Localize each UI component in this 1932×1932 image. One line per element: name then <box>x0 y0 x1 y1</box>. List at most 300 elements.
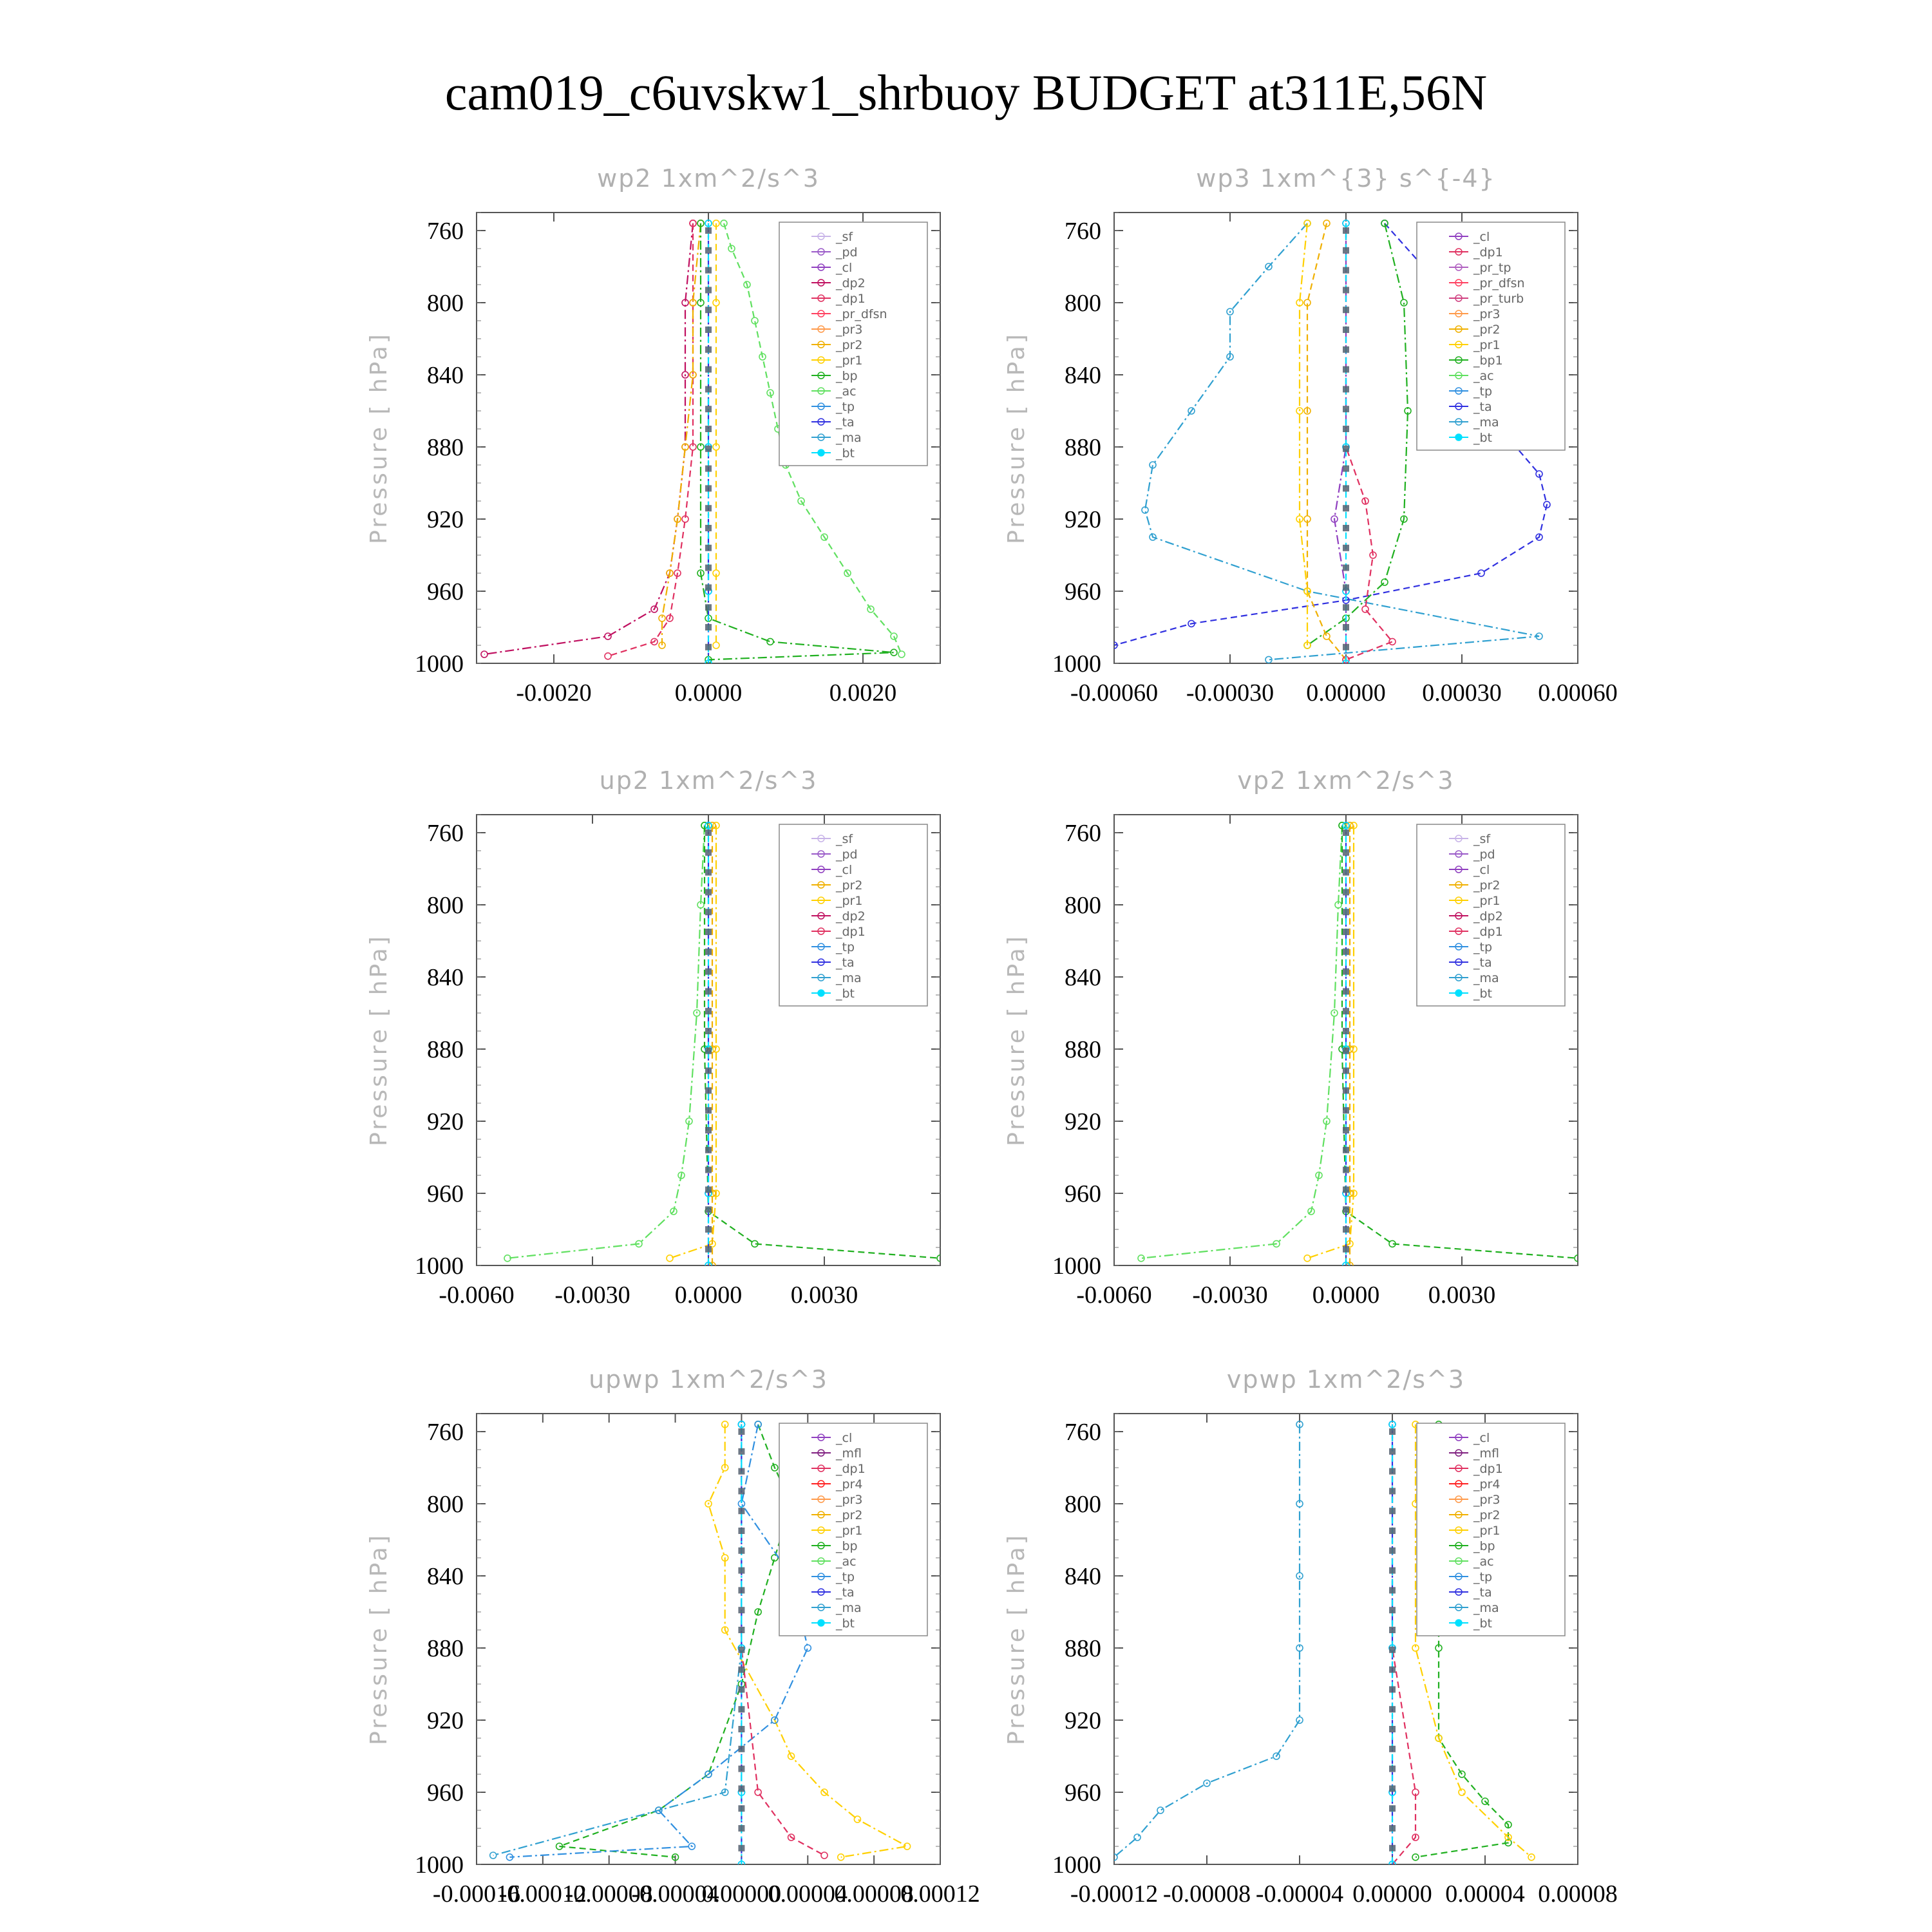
legend-label: _pr3 <box>1473 307 1501 321</box>
zero-line-marker <box>1389 1448 1396 1455</box>
zero-line-marker <box>1343 287 1349 293</box>
legend-label: _dp2 <box>1473 909 1503 923</box>
zero-line-marker <box>1389 1627 1396 1633</box>
zero-line-marker <box>1343 1147 1349 1153</box>
legend-label: _ma <box>1473 971 1499 985</box>
x-tick-label: -0.00012 <box>498 1880 587 1908</box>
zero-line-marker <box>1343 604 1349 611</box>
y-tick-label: 1000 <box>415 650 464 677</box>
zero-line-marker <box>1343 227 1349 234</box>
panel-vp2 <box>1003 766 1581 1309</box>
zero-line-marker <box>738 1587 744 1593</box>
y-tick-label: 880 <box>1065 434 1101 461</box>
zero-line-marker <box>1343 386 1349 392</box>
zero-line-marker <box>1343 969 1349 975</box>
zero-line-marker <box>705 1048 712 1054</box>
zero-line-marker <box>705 346 712 353</box>
x-tick-label: 0.00000 <box>1352 1880 1432 1908</box>
legend-label: _cl <box>1473 230 1490 244</box>
data-point-pr2 <box>1323 633 1330 639</box>
x-tick-label: 0.00004 <box>768 1880 848 1908</box>
panel-wp3 <box>1003 164 1618 706</box>
zero-line-marker <box>1343 446 1349 452</box>
zero-line-marker <box>1389 1488 1396 1494</box>
zero-line-marker <box>738 1428 744 1435</box>
zero-line-marker <box>1389 1508 1396 1514</box>
zero-line-marker <box>705 386 712 392</box>
legend-label: _pr_turb <box>1473 292 1524 306</box>
x-tick-label: 0.00004 <box>1445 1880 1525 1908</box>
x-tick-label: -0.00004 <box>631 1880 719 1908</box>
zero-line-marker <box>705 307 712 313</box>
legend-label: _pd <box>836 848 858 862</box>
zero-line-marker <box>738 1607 744 1613</box>
data-point-tp <box>804 1645 811 1651</box>
data-point-ac <box>898 651 905 658</box>
data-point-pr1 <box>1304 1255 1311 1262</box>
legend-label: _pr1 <box>1473 894 1501 908</box>
legend <box>1417 824 1565 1006</box>
y-tick-label: 800 <box>1065 290 1101 317</box>
legend-label: _pr_dfsn <box>1473 276 1525 290</box>
legend-label: _pr1 <box>1473 1524 1501 1538</box>
series-line-tp <box>509 1425 808 1857</box>
zero-line-marker <box>738 1706 744 1712</box>
y-tick-label: 880 <box>1065 1036 1101 1063</box>
data-point-pr1 <box>713 642 719 649</box>
data-point-tp <box>1134 1834 1141 1841</box>
legend-marker <box>1455 434 1462 440</box>
zero-line-marker <box>1343 1226 1349 1233</box>
zero-line-marker <box>1343 584 1349 591</box>
zero-line-marker <box>1343 1028 1349 1034</box>
zero-line-marker <box>1343 849 1349 856</box>
panel-title: vp2 1xm^2/s^3 <box>1237 766 1455 795</box>
zero-line-marker <box>1343 466 1349 472</box>
y-tick-label: 960 <box>1065 1180 1101 1208</box>
zero-line-marker <box>705 624 712 630</box>
series-line-tp <box>1114 1425 1300 1857</box>
legend-label: _ta <box>1473 400 1492 414</box>
zero-line-marker <box>1389 1706 1396 1712</box>
y-tick-label: 1000 <box>415 1253 464 1280</box>
legend-label: _dp1 <box>836 1462 866 1476</box>
legend-label: _pr2 <box>1473 878 1501 893</box>
y-tick-label: 960 <box>1065 1779 1101 1806</box>
legend-label: _pr2 <box>1473 323 1501 337</box>
zero-line-marker <box>738 1647 744 1653</box>
y-tick-label: 920 <box>1065 1108 1101 1135</box>
zero-line-marker <box>1343 1068 1349 1074</box>
zero-line-marker <box>705 1068 712 1074</box>
x-tick-label: -0.0060 <box>439 1282 515 1309</box>
zero-line-marker <box>1343 565 1349 571</box>
data-point-bp <box>767 638 773 645</box>
legend-marker <box>818 990 824 996</box>
zero-line-marker <box>705 227 712 234</box>
legend-label: _pr3 <box>836 323 863 337</box>
zero-line-marker <box>1389 1805 1396 1812</box>
legend-label: _ma <box>1473 1601 1499 1615</box>
legend-label: _tp <box>836 940 855 954</box>
zero-line-marker <box>705 969 712 975</box>
legend-label: _pr2 <box>836 338 863 352</box>
zero-line-marker <box>1343 1167 1349 1173</box>
zero-line-marker <box>1343 366 1349 373</box>
zero-line-marker <box>1343 346 1349 353</box>
y-tick-label: 840 <box>427 1563 464 1590</box>
legend-label: _ta <box>836 956 855 970</box>
zero-line-marker <box>1343 889 1349 895</box>
zero-line-marker <box>1389 1528 1396 1534</box>
x-tick-label: -0.00060 <box>1070 679 1159 706</box>
y-tick-label: 760 <box>1065 1419 1101 1446</box>
zero-line-marker <box>1343 1206 1349 1213</box>
y-axis-label: Pressure [ hPa] <box>366 1533 392 1745</box>
legend-label: _ma <box>836 431 862 445</box>
zero-line-marker <box>705 584 712 591</box>
zero-line-marker <box>1343 505 1349 511</box>
zero-line-marker <box>705 1167 712 1173</box>
zero-line-marker <box>705 247 712 254</box>
zero-line-marker <box>738 1785 744 1792</box>
y-tick-label: 1000 <box>1052 1253 1101 1280</box>
legend-label: _dp2 <box>836 276 866 290</box>
legend-label: _ac <box>1473 369 1494 383</box>
figure-title: cam019_c6uvskw1_shrbuoy BUDGET at311E,56N <box>444 64 1488 120</box>
legend-label: _ac <box>1473 1555 1494 1569</box>
zero-line-marker <box>705 446 712 452</box>
zero-line-marker <box>738 1468 744 1475</box>
zero-line-marker <box>705 406 712 412</box>
zero-line-marker <box>1389 1785 1396 1792</box>
zero-line-marker <box>738 1766 744 1772</box>
x-tick-label: -0.00016 <box>432 1880 521 1908</box>
y-tick-label: 1000 <box>1052 1852 1101 1879</box>
zero-line-marker <box>705 366 712 373</box>
legend-label: _pr3 <box>1473 1493 1501 1507</box>
zero-line-marker <box>1343 327 1349 333</box>
zero-line-marker <box>705 545 712 551</box>
legend <box>779 1423 927 1636</box>
zero-line-marker <box>738 1805 744 1812</box>
panel-title: upwp 1xm^2/s^3 <box>589 1365 828 1394</box>
x-tick-label: 0.00008 <box>834 1880 914 1908</box>
data-point-dp1 <box>1389 638 1396 645</box>
y-tick-label: 840 <box>427 964 464 991</box>
x-tick-label: 0.0030 <box>1428 1282 1496 1309</box>
legend-label: _bt <box>836 1616 855 1631</box>
legend-label: _cl <box>836 261 853 275</box>
zero-line-marker <box>738 1825 744 1832</box>
y-tick-label: 1000 <box>1052 650 1101 677</box>
zero-line-marker <box>1343 247 1349 254</box>
x-tick-label: -0.0030 <box>554 1282 630 1309</box>
zero-line-marker <box>738 1548 744 1554</box>
zero-line-marker <box>1389 1607 1396 1613</box>
zero-line-marker <box>1343 1107 1349 1113</box>
panel-title: wp3 1xm^{3} s^{-4} <box>1196 164 1496 193</box>
legend-label: _pr4 <box>1473 1477 1501 1492</box>
zero-line-marker <box>705 1147 712 1153</box>
data-point-dp1 <box>1362 606 1368 612</box>
legend-label: _pr1 <box>836 1524 863 1538</box>
legend-label: _cl <box>836 863 853 877</box>
zero-line-marker <box>1389 1567 1396 1574</box>
legend-label: _pr_dfsn <box>836 307 887 321</box>
zero-line-marker <box>1389 1548 1396 1554</box>
zero-line-marker <box>705 426 712 432</box>
x-tick-label: 0.00000 <box>1306 679 1386 706</box>
x-tick-label: 0.0000 <box>674 1282 743 1309</box>
legend-label: _bt <box>1473 987 1493 1001</box>
y-axis-label: Pressure [ hPa] <box>366 934 392 1146</box>
legend-label: _ta <box>836 415 855 430</box>
zero-line-marker <box>705 327 712 333</box>
series-line-dp1 <box>1392 1425 1416 1864</box>
y-tick-label: 960 <box>427 578 464 605</box>
legend-label: _bt <box>1473 431 1493 445</box>
legend-label: _pr4 <box>836 1477 863 1492</box>
legend-label: _pr3 <box>836 1493 863 1507</box>
legend-label: _dp1 <box>1473 1462 1503 1476</box>
series-line-dp1 <box>1141 826 1342 1258</box>
legend-label: _ta <box>1473 1586 1492 1600</box>
x-tick-label: 0.00030 <box>1422 679 1502 706</box>
zero-line-marker <box>1343 426 1349 432</box>
legend-label: _bp <box>836 1539 858 1553</box>
y-tick-label: 880 <box>427 1036 464 1063</box>
x-tick-label: -0.00012 <box>1070 1880 1159 1908</box>
zero-line-marker <box>705 869 712 876</box>
legend-label: _pd <box>836 245 858 260</box>
y-tick-label: 960 <box>427 1180 464 1208</box>
y-tick-label: 800 <box>1065 892 1101 919</box>
legend-label: _ma <box>836 1601 862 1615</box>
series-line-dp1 <box>608 223 693 656</box>
zero-line-marker <box>705 525 712 531</box>
zero-line-marker <box>705 565 712 571</box>
panel-title: vpwp 1xm^2/s^3 <box>1226 1365 1466 1394</box>
zero-line-marker <box>705 267 712 274</box>
legend-label: _cl <box>836 1431 853 1445</box>
panel-up2 <box>366 766 943 1309</box>
zero-line-marker <box>1343 644 1349 650</box>
zero-line-marker <box>705 1127 712 1133</box>
zero-line-marker <box>1389 1428 1396 1435</box>
legend-label: _mfl <box>836 1446 862 1461</box>
legend-label: _ma <box>1473 415 1499 430</box>
zero-line-marker <box>738 1567 744 1574</box>
y-tick-label: 760 <box>427 218 464 245</box>
zero-line-marker <box>705 485 712 491</box>
data-point-bp <box>891 649 897 656</box>
zero-line-marker <box>705 849 712 856</box>
legend-label: _pr2 <box>836 878 863 893</box>
y-tick-label: 760 <box>427 820 464 847</box>
y-tick-label: 880 <box>427 1635 464 1662</box>
legend-marker <box>818 450 824 456</box>
zero-line-marker <box>1389 1686 1396 1692</box>
zero-line-marker <box>738 1686 744 1692</box>
legend-label: _bt <box>1473 1616 1493 1631</box>
zero-line-marker <box>705 466 712 472</box>
series-line-dp1 <box>507 826 705 1258</box>
y-tick-label: 960 <box>1065 578 1101 605</box>
legend-label: _sf <box>1473 832 1491 846</box>
series-line-bp <box>560 1425 791 1857</box>
zero-line-marker <box>705 889 712 895</box>
x-tick-label: 0.00012 <box>900 1880 980 1908</box>
zero-line-marker <box>738 1845 744 1852</box>
legend-label: _tp <box>1473 940 1493 954</box>
legend-label: _ta <box>1473 956 1492 970</box>
zero-line-marker <box>1343 1186 1349 1193</box>
zero-line-marker <box>1389 1667 1396 1673</box>
legend-label: _dp1 <box>1473 925 1503 939</box>
zero-line-marker <box>705 988 712 994</box>
zero-line-marker <box>705 604 712 611</box>
y-axis-label: Pressure [ hPa] <box>1003 332 1030 544</box>
x-tick-label: 0.0000 <box>1312 1282 1380 1309</box>
zero-line-marker <box>738 1746 744 1752</box>
zero-line-marker <box>705 829 712 836</box>
data-point-bp1 <box>1381 579 1388 585</box>
zero-line-marker <box>705 1087 712 1094</box>
zero-line-marker <box>1343 545 1349 551</box>
legend-marker <box>1455 990 1462 996</box>
zero-line-marker <box>705 1008 712 1014</box>
legend-label: _pr1 <box>836 354 863 368</box>
legend-label: _tp <box>1473 384 1493 399</box>
legend-label: _dp1 <box>836 925 866 939</box>
legend-marker <box>818 1620 824 1626</box>
y-tick-label: 800 <box>1065 1491 1101 1518</box>
y-tick-label: 760 <box>1065 820 1101 847</box>
legend-label: _ac <box>836 384 857 399</box>
zero-line-marker <box>1389 1825 1396 1832</box>
zero-line-marker <box>705 909 712 915</box>
legend-label: _bp <box>1473 1539 1495 1553</box>
series-line-ma <box>493 1425 742 1855</box>
legend-label: _sf <box>836 230 853 244</box>
zero-line-marker <box>705 1028 712 1034</box>
zero-line-marker <box>1389 1746 1396 1752</box>
zero-line-marker <box>1343 1008 1349 1014</box>
series-line-pr1 <box>1300 223 1307 645</box>
legend <box>1417 222 1565 450</box>
series-line-pr2 <box>662 223 701 645</box>
zero-line-marker <box>1343 307 1349 313</box>
legend-label: _dp2 <box>836 909 866 923</box>
panel-title: up2 1xm^2/s^3 <box>599 766 818 795</box>
series-line-bp1 <box>1307 223 1408 645</box>
zero-line-marker <box>738 1627 744 1633</box>
data-point-tp <box>1157 1807 1164 1814</box>
legend-label: _bt <box>836 987 855 1001</box>
zero-line-marker <box>1343 406 1349 412</box>
x-tick-label: -0.00030 <box>1186 679 1274 706</box>
data-point-bp1 <box>1401 299 1407 306</box>
x-tick-label: -0.00008 <box>1162 1880 1251 1908</box>
y-tick-label: 920 <box>1065 1707 1101 1734</box>
legend-label: _pr1 <box>836 894 863 908</box>
panel-title: wp2 1xm^2/s^3 <box>597 164 820 193</box>
y-tick-label: 760 <box>427 1419 464 1446</box>
zero-line-marker <box>705 1186 712 1193</box>
legend-label: _pr1 <box>1473 338 1501 352</box>
series-line-dp2 <box>484 223 693 654</box>
panel-vpwp <box>1003 1365 1618 1908</box>
x-tick-label: -0.0020 <box>516 679 592 706</box>
zero-line-marker <box>1343 909 1349 915</box>
data-point-dp1 <box>605 653 611 659</box>
zero-line-marker <box>1343 624 1349 630</box>
zero-line-marker <box>705 1246 712 1253</box>
legend-label: _tp <box>1473 1570 1493 1584</box>
legend-label: _ac <box>836 1555 857 1569</box>
y-tick-label: 920 <box>427 1707 464 1734</box>
data-point-dp2 <box>605 633 611 639</box>
x-tick-label: 0.00060 <box>1538 679 1618 706</box>
zero-line-marker <box>705 949 712 955</box>
y-tick-label: 840 <box>1065 1563 1101 1590</box>
y-tick-label: 800 <box>427 290 464 317</box>
zero-line-marker <box>705 644 712 650</box>
zero-line-marker <box>705 1206 712 1213</box>
legend-label: _tp <box>836 400 855 414</box>
panels <box>366 164 1618 1908</box>
y-tick-label: 760 <box>1065 218 1101 245</box>
legend-label: _pr2 <box>1473 1508 1501 1522</box>
legend-marker <box>1455 1620 1462 1626</box>
legend-label: _dp1 <box>836 292 866 306</box>
zero-line-marker <box>1343 929 1349 935</box>
zero-line-marker <box>1343 525 1349 531</box>
legend-label: _cl <box>1473 1431 1490 1445</box>
series-line-dp1 <box>1346 223 1392 660</box>
legend-label: _mfl <box>1473 1446 1499 1461</box>
data-point-pr1 <box>667 1255 673 1262</box>
zero-line-marker <box>738 1508 744 1514</box>
y-tick-label: 840 <box>427 362 464 389</box>
y-tick-label: 840 <box>1065 964 1101 991</box>
legend <box>779 222 927 466</box>
zero-line-marker <box>1343 1087 1349 1094</box>
zero-line-marker <box>1343 988 1349 994</box>
zero-line-marker <box>738 1667 744 1673</box>
x-tick-label: 0.00008 <box>1538 1880 1618 1908</box>
y-tick-label: 1000 <box>415 1852 464 1879</box>
y-tick-label: 960 <box>427 1779 464 1806</box>
panel-upwp <box>366 1365 980 1908</box>
zero-line-marker <box>705 287 712 293</box>
y-tick-label: 880 <box>427 434 464 461</box>
legend-label: _bt <box>836 446 855 460</box>
zero-line-marker <box>1343 1048 1349 1054</box>
x-tick-label: -0.0060 <box>1076 1282 1152 1309</box>
zero-line-marker <box>1343 949 1349 955</box>
legend <box>1417 1423 1565 1636</box>
data-point-pr1 <box>1459 1789 1465 1795</box>
zero-line-marker <box>1389 1845 1396 1852</box>
legend-label: _pr2 <box>836 1508 863 1522</box>
y-tick-label: 880 <box>1065 1635 1101 1662</box>
legend-label: _cl <box>1473 863 1490 877</box>
zero-line-marker <box>705 929 712 935</box>
y-tick-label: 840 <box>1065 362 1101 389</box>
y-tick-label: 800 <box>427 892 464 919</box>
